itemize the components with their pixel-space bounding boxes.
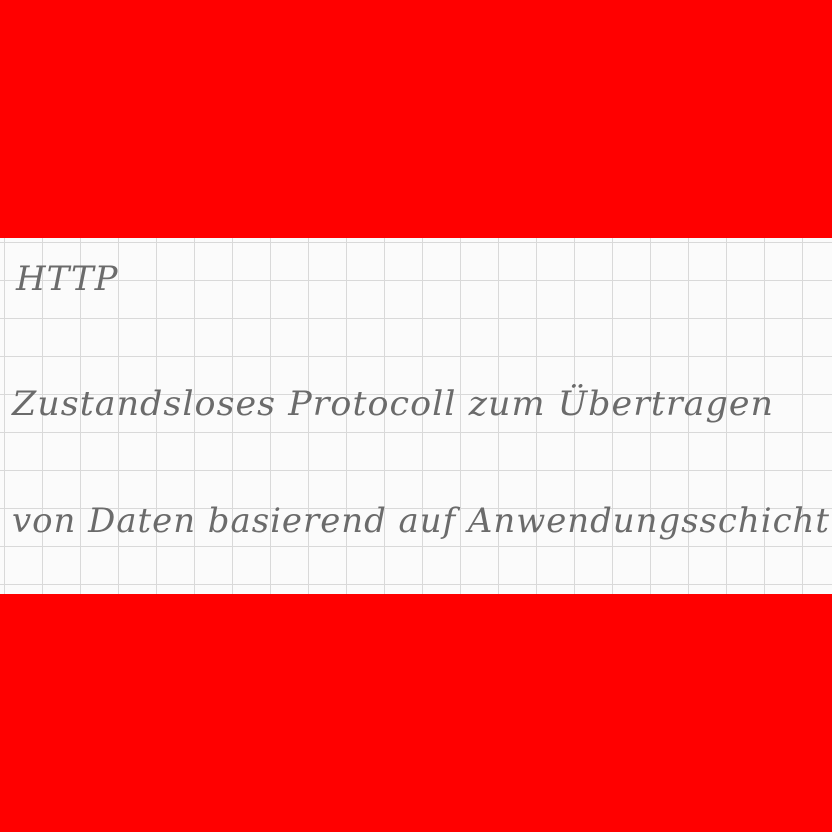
handwritten-text: [0, 238, 832, 594]
note-line-2: von Daten basierend auf Anwendungsschicht: [12, 501, 830, 541]
note-line-1: Zustandsloses Protocoll zum Übertragen: [12, 384, 755, 424]
handwritten-note-paper: [0, 238, 832, 594]
bottom-red-band: [0, 594, 832, 832]
note-title: HTTP: [16, 259, 119, 299]
top-red-band: [0, 0, 832, 238]
